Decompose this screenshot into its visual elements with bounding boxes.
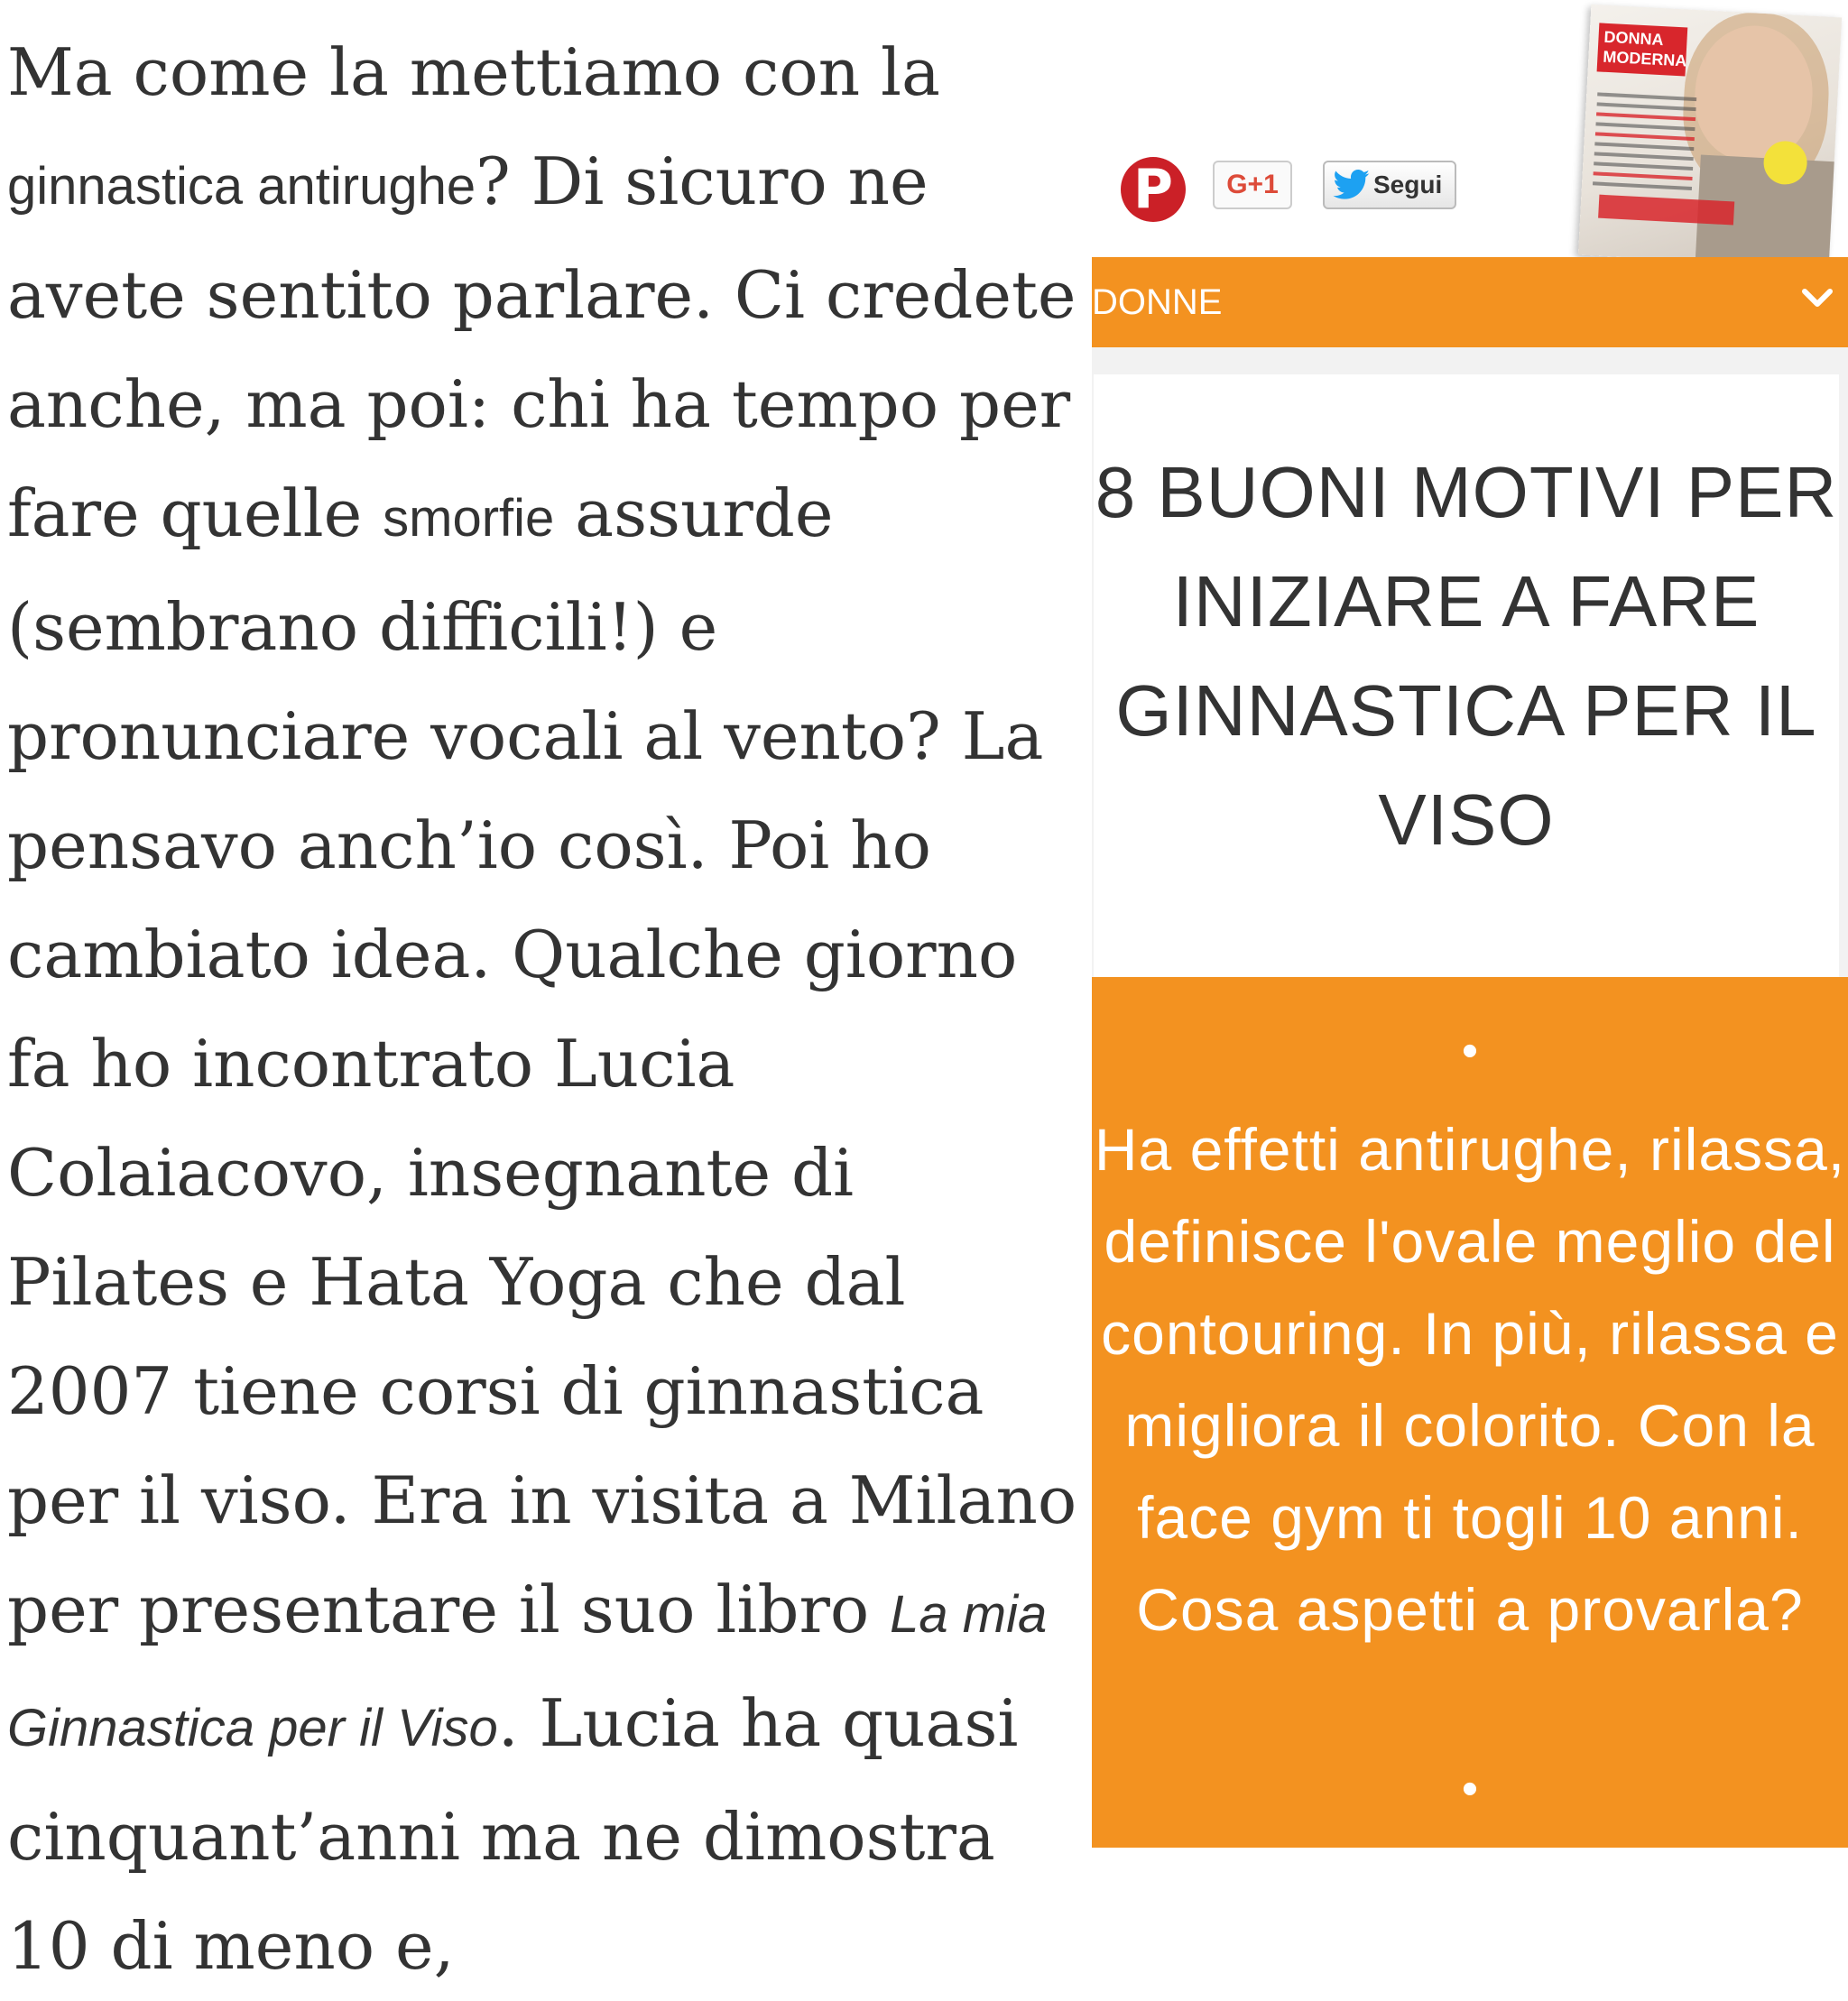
- pinterest-button[interactable]: [1121, 157, 1186, 222]
- magazine-cover-image[interactable]: [1578, 5, 1842, 268]
- book-title: La mia Ginnastica per il Viso: [7, 1585, 1048, 1757]
- twitter-follow-label: Segui: [1373, 171, 1443, 198]
- promo-bullet-bottom: •: [1461, 1763, 1479, 1815]
- category-label: DONNE: [1092, 282, 1223, 322]
- link-smorfie[interactable]: smorfie: [383, 489, 555, 548]
- twitter-follow-button[interactable]: [1323, 161, 1456, 209]
- article-text: ? Di sicuro ne avete sentito parlare. Ci credete anche, ma poi: chi ha tempo per fare quelle: [7, 143, 1076, 551]
- article-text: assurde (sembrano difficili!) e pronunciare vocali al vento? La pensavo anch’io così. Poi ho cambiato idea. Qualche giorno fa ho incontrato Lucia Colaiacovo, insegnante di Pilates e Hata Yoga che dal 2007 tiene corsi di ginnastica per il viso. Era in visita a Milano per presentare il suo libro: [7, 475, 1077, 1647]
- cover-headlines: [1593, 86, 1697, 197]
- link-ginnastica-antirughe[interactable]: ginnastica antirughe: [7, 157, 476, 216]
- promo-bullet-top: •: [1461, 1025, 1479, 1077]
- promo-body-panel: [1092, 977, 1848, 1848]
- promo-title-card: [1094, 374, 1839, 977]
- promo-title-panel: [1092, 347, 1848, 977]
- twitter-bird-icon: [1332, 170, 1372, 200]
- magazine-logo: [1597, 23, 1688, 76]
- promo-title[interactable]: 8 BUONI MOTIVI PER INIZIARE A FARE GINNASTICA PER IL VISO: [1095, 452, 1838, 860]
- article-paragraph: [7, 18, 1090, 2001]
- magazine-logo-text: DONNA MODERNA: [1602, 27, 1687, 70]
- google-plus-label: G+1: [1226, 170, 1279, 199]
- promo-text: Ha effetti antirughe, rilassa, definisce l'ovale meglio del contouring. In più, rilassa e migliora il colorito. Con la face gym ti togli 10 anni. Cosa aspetti a provarla?: [1094, 1116, 1846, 1643]
- article-text: Ma come la mettiamo con la: [7, 34, 940, 110]
- pinterest-icon: P: [1133, 158, 1173, 221]
- article-text: . Lucia ha quasi cinquant’anni ma ne dimostra 10 di meno e,: [7, 1685, 1019, 1984]
- chevron-down-icon: [1801, 288, 1834, 309]
- category-dropdown[interactable]: [1092, 257, 1848, 347]
- google-plus-button[interactable]: [1213, 161, 1292, 209]
- article-body: [7, 18, 1090, 2001]
